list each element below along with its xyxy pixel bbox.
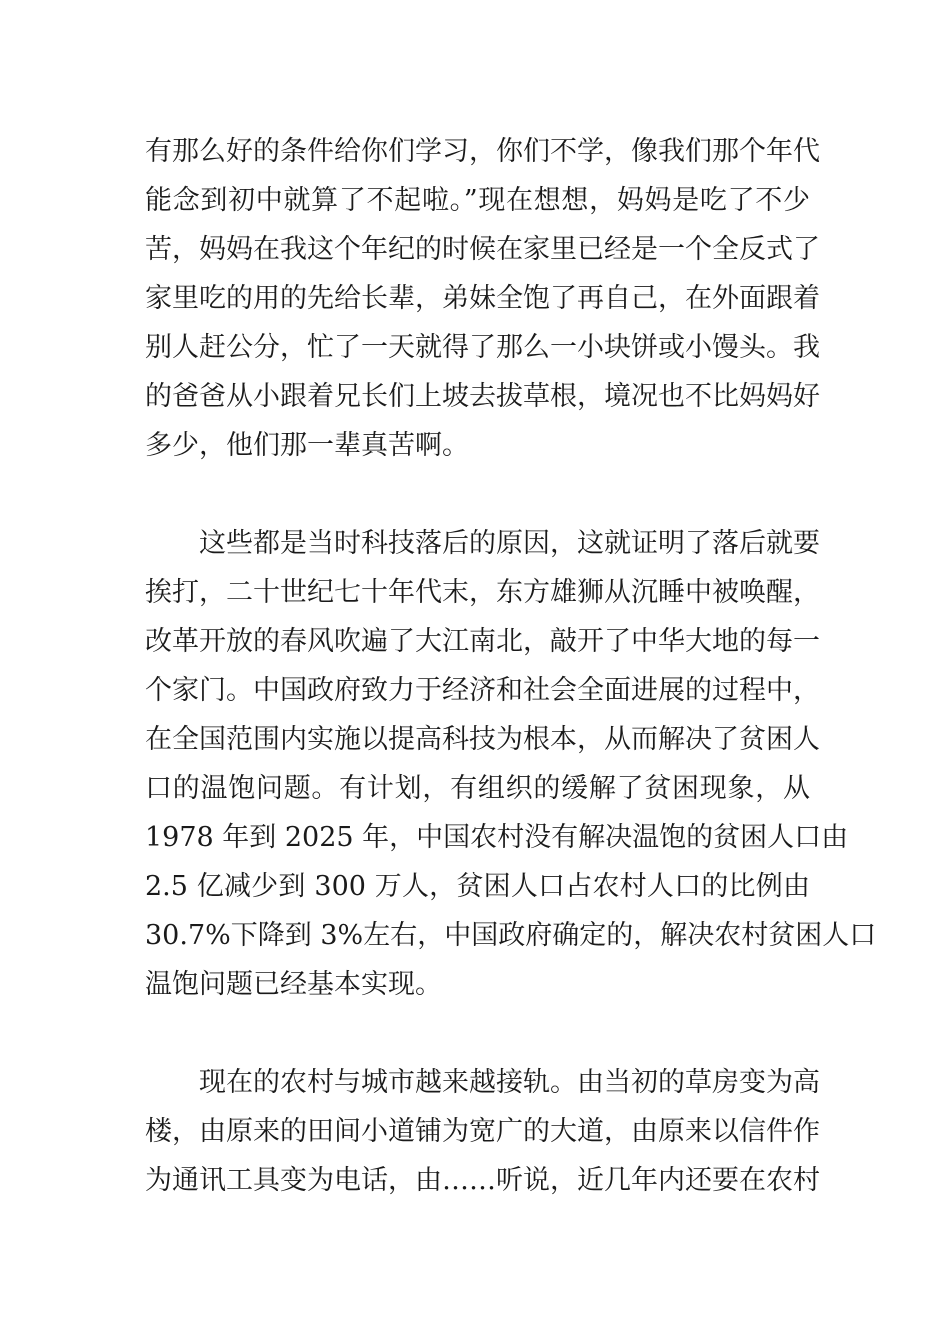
text-line: 1978 年到 2025 年，中国农村没有解决温饱的贫困人口由 (145, 822, 849, 853)
text-line: 口的温饱问题。有计划，有组织的缓解了贫困现象，从 (145, 773, 810, 804)
document-body (145, 127, 877, 1205)
text-line: 楼，由原来的田间小道铺为宽广的大道，由原来以信件作 (145, 1116, 820, 1147)
text-line: 温饱问题已经基本实现。 (145, 969, 442, 1000)
text-line: 这些都是当时科技落后的原因，这就证明了落后就要 (199, 528, 820, 559)
text-line: 挨打，二十世纪七十年代末，东方雄狮从沉睡中被唤醒， (145, 577, 820, 608)
text-line: 现在的农村与城市越来越接轨。由当初的草房变为高 (199, 1067, 820, 1098)
paragraph-spacer (145, 1009, 810, 1058)
text-line: 个家门。中国政府致力于经济和社会全面进展的过程中， (145, 675, 820, 706)
text-line: 苦，妈妈在我这个年纪的时候在家里已经是一个全反式了 (145, 234, 820, 265)
text-line: 的爸爸从小跟着兄长们上坡去拔草根，境况也不比妈妈好 (145, 381, 820, 412)
paragraph-spacer (145, 470, 810, 519)
paragraph-3 (145, 1058, 820, 1205)
text-line: 别人赶公分，忙了一天就得了那么一小块饼或小馒头。我 (145, 332, 820, 363)
text-line: 2.5 亿减少到 300 万人，贫困人口占农村人口的比例由 (145, 871, 810, 902)
text-line: 多少，他们那一辈真苦啊。 (145, 430, 469, 461)
paragraph-1 (145, 127, 820, 470)
text-line: 家里吃的用的先给长辈，弟妹全饱了再自己，在外面跟着 (145, 283, 820, 314)
paragraph-2 (145, 519, 877, 1009)
text-line: 在全国范围内实施以提高科技为根本，从而解决了贫困人 (145, 724, 820, 755)
text-line: 能念到初中就算了不起啦。”现在想想，妈妈是吃了不少 (145, 185, 810, 216)
text-line: 30.7%下降到 3%左右，中国政府确定的，解决农村贫困人口 (145, 920, 877, 951)
text-line: 改革开放的春风吹遍了大江南北，敲开了中华大地的每一 (145, 626, 820, 657)
text-line: 为通讯工具变为电话，由……听说，近几年内还要在农村 (145, 1165, 820, 1196)
text-line: 有那么好的条件给你们学习，你们不学，像我们那个年代 (145, 136, 820, 167)
